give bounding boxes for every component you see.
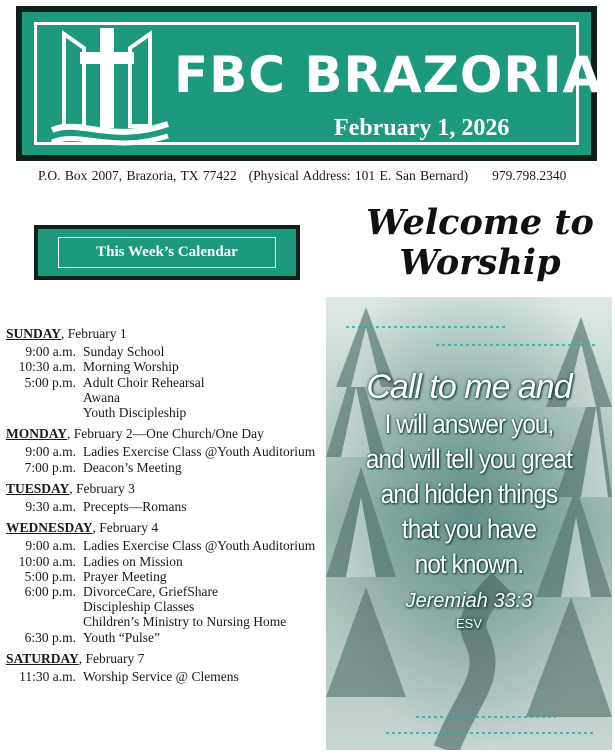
calendar-day <box>6 481 326 514</box>
event-row <box>6 584 326 630</box>
event-description <box>83 344 164 359</box>
event-line: Sunday School <box>83 344 165 360</box>
org-name: FBC BRAZORIA <box>174 46 603 104</box>
day-date: , February 4 <box>92 520 159 536</box>
event-description <box>83 444 315 459</box>
event-time: 9:00 a.m. <box>25 344 76 360</box>
calendar-day <box>6 651 326 684</box>
event-time: 6:30 p.m. <box>24 629 76 645</box>
event-row <box>6 344 326 359</box>
event-time: 9:00 a.m. <box>25 444 76 460</box>
event-row <box>6 669 326 684</box>
contact-line <box>38 168 566 184</box>
event-description <box>83 569 167 584</box>
verse-line: I will answer you, <box>384 409 554 439</box>
calendar-title: This Week’s Calendar <box>96 244 238 260</box>
event-line: Deacon’s Meeting <box>83 459 182 475</box>
event-description <box>83 554 183 569</box>
event-description <box>83 538 315 553</box>
event-line: Children’s Ministry to Nursing Home <box>83 614 287 630</box>
event-row <box>6 554 326 569</box>
bulletin-date: February 1, 2026 <box>334 115 510 141</box>
day-heading <box>6 651 326 666</box>
event-time: 5:00 p.m. <box>24 374 76 390</box>
calendar-day <box>6 326 326 420</box>
banner-background <box>22 12 603 155</box>
event-description <box>83 375 204 421</box>
event-line: Precepts—Romans <box>83 499 187 515</box>
event-line: Youth Discipleship <box>83 405 187 421</box>
scripture-image <box>326 297 612 750</box>
event-row <box>6 460 326 475</box>
phone-number: 979.798.2340 <box>492 168 567 183</box>
event-line: Ladies on Mission <box>83 553 183 569</box>
event-line: Adult Choir Rehearsal <box>83 374 205 390</box>
day-heading <box>6 520 326 535</box>
bible-version: ESV <box>455 616 482 631</box>
event-line: Ladies Exercise Class @Youth Auditorium <box>83 538 316 554</box>
event-time: 10:00 a.m. <box>18 553 76 569</box>
physical-address: (Physical Address: 101 E. San Bernard) <box>248 168 469 183</box>
day-name: SUNDAY <box>6 326 62 341</box>
day-name: WEDNESDAY <box>6 520 93 536</box>
header-banner <box>16 6 603 161</box>
verse-line-1: Call to me and <box>366 368 572 406</box>
welcome-line-2: Worship <box>399 242 561 283</box>
event-description <box>83 630 160 645</box>
day-date: , February 7 <box>78 650 145 666</box>
event-time: 5:00 p.m. <box>24 568 76 584</box>
day-date: , February 2—One Church/One Day <box>67 426 264 442</box>
weekly-schedule <box>6 326 326 684</box>
verse-reference: Jeremiah 33:3 <box>405 590 533 612</box>
event-description <box>83 499 187 514</box>
event-row <box>6 359 326 374</box>
event-line: Awana <box>83 389 120 405</box>
welcome-heading <box>366 203 594 283</box>
event-time: 7:00 p.m. <box>24 459 76 475</box>
event-row <box>6 499 326 514</box>
event-description <box>83 584 286 630</box>
event-time: 9:30 a.m. <box>25 499 76 515</box>
event-line: Ladies Exercise Class @Youth Auditorium <box>83 444 316 460</box>
day-date: , February 3 <box>69 480 135 496</box>
event-row <box>6 444 326 459</box>
event-description <box>83 460 182 475</box>
day-heading <box>6 481 326 496</box>
event-line: Morning Worship <box>83 359 179 375</box>
verse-line: that you have <box>401 514 537 544</box>
calendar-day <box>6 520 326 645</box>
welcome-line-1: Welcome to <box>366 202 594 243</box>
calendar-day <box>6 426 326 475</box>
event-row <box>6 569 326 584</box>
church-logo-icon <box>50 26 170 151</box>
event-description <box>83 669 239 684</box>
event-description <box>83 359 179 374</box>
day-date: , February 1 <box>61 326 127 341</box>
event-row <box>6 630 326 645</box>
event-time: 9:00 a.m. <box>25 538 76 554</box>
event-line: Discipleship Classes <box>83 599 195 615</box>
day-name: TUESDAY <box>6 480 70 496</box>
event-time: 6:00 p.m. <box>24 584 76 600</box>
event-time: 11:30 a.m. <box>19 669 76 685</box>
event-row <box>6 375 326 421</box>
mailing-address: P.O. Box 2007, Brazoria, TX 77422 <box>38 168 237 183</box>
event-line: DivorceCare, GriefShare <box>83 584 218 600</box>
event-line: Youth “Pulse” <box>83 629 161 645</box>
verse-line: and hidden things <box>380 479 558 509</box>
day-heading <box>6 426 326 441</box>
scripture-verse <box>326 367 612 631</box>
day-heading <box>6 326 326 341</box>
event-row <box>6 538 326 553</box>
calendar-header-box <box>34 225 300 280</box>
event-line: Worship Service @ Clemens <box>83 669 239 685</box>
event-time: 10:30 a.m. <box>18 359 76 375</box>
day-name: SATURDAY <box>6 650 79 666</box>
day-name: MONDAY <box>6 426 68 442</box>
verse-line: not known. <box>414 549 524 579</box>
verse-line: and will tell you great <box>365 444 573 474</box>
event-line: Prayer Meeting <box>83 568 167 584</box>
